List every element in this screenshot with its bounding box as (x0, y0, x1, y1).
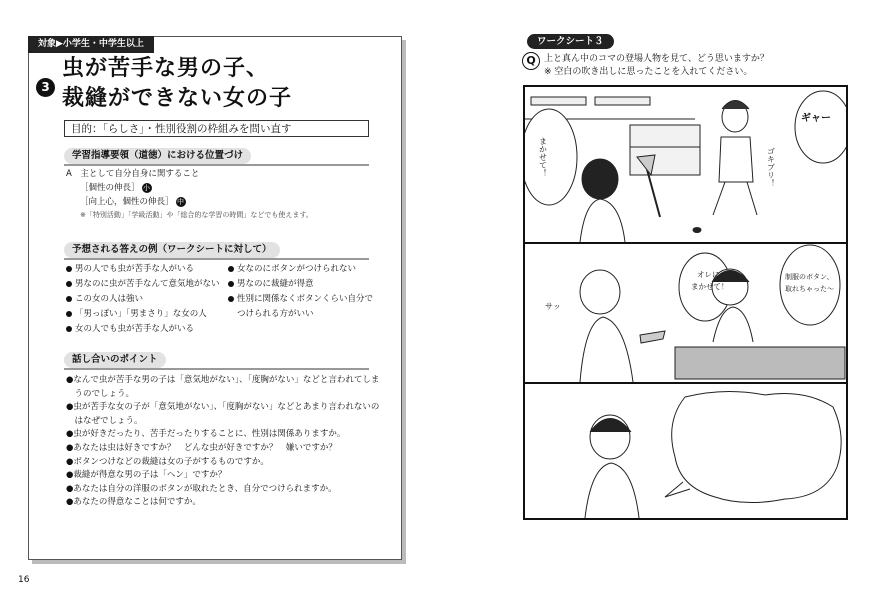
cabinet-shape (630, 125, 700, 175)
window-shape (531, 97, 586, 105)
girl-speech-2: 取れちゃった〜 (785, 285, 834, 293)
lesson-number: 3 (36, 78, 55, 97)
expected-heading: 予想される答えの例（ワークシートに対して） (64, 242, 280, 258)
discussion-line: ●なんで虫が苦手な男の子は「意気地がない」、「度胸がない」などと言われてしま (66, 375, 380, 385)
discussion-line: ●裁縫が得意な男の子は「ヘン」ですか？ (66, 470, 227, 481)
discussion-line: ●あなたの得意なことは何ですか。 (66, 497, 201, 508)
discussion-line: ●虫が好きだったり、苦手だったりすることに、性別は関係ありますか。 (66, 429, 346, 440)
list-item: 「男っぽい」「男まさり」な女の人 (66, 308, 220, 321)
list-item: 女なのにボタンがつけられない (228, 263, 373, 276)
girl-hair-shape (582, 159, 618, 199)
audience-tag: 対象▶小学生・中学生以上 (28, 36, 154, 53)
expected-left-list (66, 263, 220, 336)
speech-bubble-shape (525, 109, 577, 205)
curriculum-item-1: ［個性の伸長］ 小 (80, 183, 151, 193)
discussion-heading: 話し合いのポイント (64, 352, 166, 368)
curriculum-line-a: A 主として自分自身に関すること (66, 169, 200, 179)
discussion-list (66, 374, 379, 510)
list-item: 男なのに虫が苦手なんて意気地がない (66, 278, 220, 291)
list-item: この女の人は強い (66, 293, 220, 306)
panel-3 (585, 391, 841, 518)
question-text: 上と真ん中のコマの登場人物を見て、どう思いますか？ (544, 54, 769, 64)
desk-shape (675, 347, 845, 379)
girl-speech-1: 制服のボタン、 (785, 273, 834, 281)
boy-head-shape (580, 270, 620, 314)
speech-bubble-shape (795, 91, 846, 163)
sfx-text: サッ (545, 302, 561, 311)
section-rule (64, 258, 369, 260)
discussion-line: ●虫が苦手な女の子が「意気地がない」、「度胸がない」などとあまり言われないの (66, 402, 380, 413)
list-item: つけられる方がいい (237, 309, 314, 319)
worksheet-tag: ワークシート３ (527, 34, 614, 49)
page-title (62, 54, 292, 114)
curriculum-heading: 学習指導要領（道徳）における位置づけ (64, 148, 251, 164)
question-icon: Q (522, 52, 540, 70)
curriculum-note: ※「特別活動」「学級活動」や「総合的な学習の時間」などでも使えます。 (80, 211, 313, 219)
sfx-text: ゴキブリ！ (766, 147, 776, 187)
page-number: 16 (18, 575, 30, 585)
list-item: 性別に関係なくボタンくらい自分で (228, 293, 373, 306)
purpose-box: 目的：「らしさ」・性別役割の枠組みを問い直す (64, 120, 369, 137)
boy-speech-1: オレに (697, 270, 720, 279)
discussion-line: ●あなたは自分の洋服のボタンが取れたとき、自分でつけられますか。 (66, 483, 337, 494)
comic-artwork (525, 87, 846, 518)
empty-speech-bubble-shape (672, 391, 841, 502)
list-item: 男なのに裁縫が得意 (228, 278, 373, 291)
pincushion-shape (640, 331, 665, 343)
section-rule (64, 164, 369, 166)
boy-speech-2: まかせて！ (691, 282, 729, 291)
panel-2 (580, 245, 845, 382)
list-item: 女の人でも虫が苦手な人がいる (66, 323, 220, 336)
expected-right-list (228, 263, 373, 321)
window-shape (595, 97, 650, 105)
title-line-1: 虫が苦手な男の子、 (62, 56, 270, 81)
discussion-line: ●ボタンつけなどの裁縫は女の子がするものですか。 (66, 456, 269, 467)
discussion-line: ●あなたは虫は好きですか？ どんな虫が好きですか？ 嫌いですか？ (66, 442, 337, 453)
question-note: ※ 空白の吹き出しに思ったことを入れてください。 (544, 67, 753, 77)
list-item: 男の人でも虫が苦手な人がいる (66, 263, 220, 276)
panel-1 (525, 91, 846, 242)
junior-high-badge: 中 (177, 197, 185, 206)
section-rule (64, 368, 369, 370)
title-line-2: 裁縫ができない女の子 (62, 86, 293, 111)
discussion-line: うのでしょう。 (66, 388, 135, 399)
comic-strip (523, 85, 848, 520)
elementary-badge: 小 (143, 183, 151, 192)
curriculum-item-2: ［向上心，個性の伸長］ 中 (80, 197, 185, 207)
shout-text: ギャー (801, 113, 831, 124)
cockroach-shape (693, 228, 701, 233)
discussion-line: はなぜでしょう。 (66, 415, 143, 426)
girl-speech: まかせて！ (538, 137, 548, 177)
